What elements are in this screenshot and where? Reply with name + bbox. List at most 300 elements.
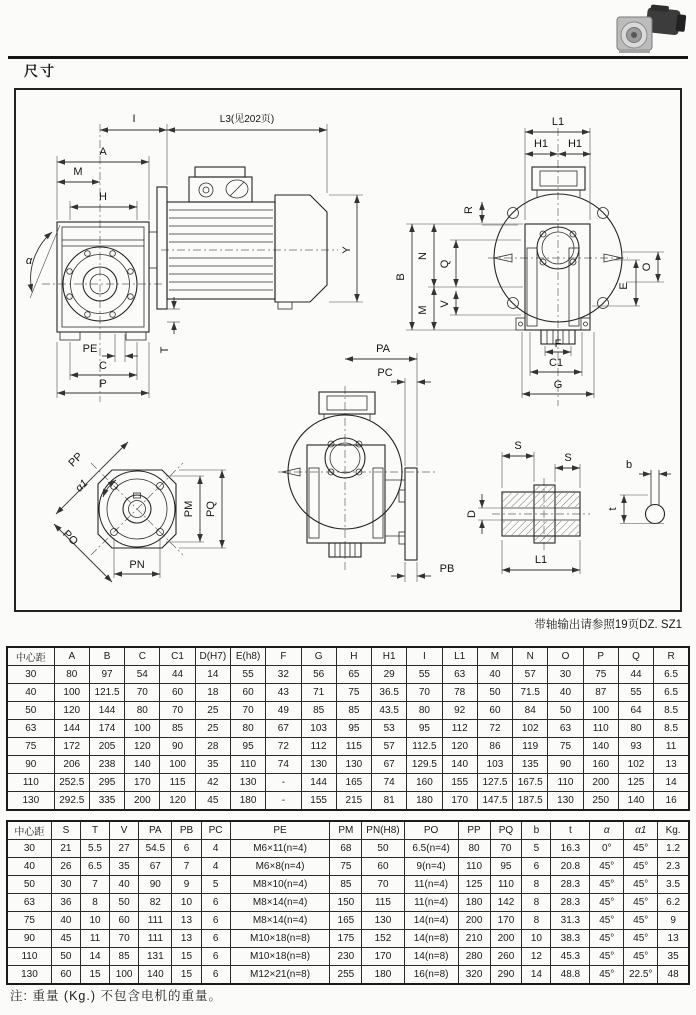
table-cell: 74: [266, 756, 301, 774]
table-cell: 87: [583, 684, 618, 702]
table-cell: 45: [51, 930, 80, 948]
table-cell: 50: [548, 702, 583, 720]
column-header: V: [110, 821, 139, 840]
table-cell: 78: [442, 684, 477, 702]
table-cell: 45°: [624, 894, 658, 912]
dim-label-o: O: [641, 262, 653, 272]
table-cell: 75: [548, 738, 583, 756]
table-cell: 15: [172, 966, 201, 985]
table-cell: 130: [301, 756, 336, 774]
table-cell: 170: [362, 948, 404, 966]
table-cell: 6.5: [80, 858, 109, 876]
table-cell: 45: [195, 792, 230, 811]
dim-label-pc: PC: [377, 367, 393, 379]
table-cell: 80: [54, 666, 89, 684]
table-cell: 135: [513, 756, 548, 774]
table-cell: M8×14(n=4): [230, 894, 330, 912]
table-cell: 40: [7, 684, 54, 702]
table-cell: 320: [458, 966, 490, 985]
table-cell: 15: [80, 966, 109, 985]
table-cell: 112: [301, 738, 336, 756]
table-cell: 100: [54, 684, 89, 702]
table-cell: 250: [583, 792, 618, 811]
table-cell: 187.5: [513, 792, 548, 811]
table-cell: 27: [110, 840, 139, 858]
table-cell: 120: [442, 738, 477, 756]
dim-label-t: T: [159, 346, 171, 354]
table-cell: 32: [266, 666, 301, 684]
table-row: [7, 738, 689, 756]
table-cell: 45.3: [551, 948, 590, 966]
dim-label-a: A: [99, 146, 107, 158]
table-cell: 121.5: [89, 684, 124, 702]
weight-note: 注: 重量 (Kg.) 不包含电机的重量。: [10, 989, 222, 1003]
table-cell: 4: [201, 840, 230, 858]
table-cell: 115: [336, 738, 371, 756]
table-cell: 140: [125, 756, 160, 774]
table-cell: 130: [230, 774, 265, 792]
dim-label-pp: PP: [66, 450, 86, 470]
table-cell: 85: [301, 702, 336, 720]
table-cell: 13: [172, 930, 201, 948]
column-header: S: [51, 821, 80, 840]
column-header: L1: [442, 647, 477, 666]
table-cell: 90: [548, 756, 583, 774]
table-cell: 25: [195, 720, 230, 738]
table-cell: 81: [372, 792, 407, 811]
table-cell: 70: [125, 684, 160, 702]
column-header: P: [583, 647, 618, 666]
table-cell: 28.3: [551, 894, 590, 912]
table-cell: 144: [54, 720, 89, 738]
table-cell: 63: [442, 666, 477, 684]
table-cell: 170: [125, 774, 160, 792]
table-cell: 10: [522, 930, 551, 948]
dim-label-t-key: t: [607, 507, 619, 511]
table-cell: 7: [80, 876, 109, 894]
table-cell: 6: [172, 840, 201, 858]
header-rule: [8, 56, 688, 59]
table-row: [7, 702, 689, 720]
table-cell: 127.5: [477, 774, 512, 792]
table-cell: 200: [125, 792, 160, 811]
dim-label-p: P: [99, 378, 107, 390]
table-cell: 80: [407, 702, 442, 720]
table-cell: 90: [7, 756, 54, 774]
table-cell: 155: [301, 792, 336, 811]
table-cell: 280: [458, 948, 490, 966]
table-cell: 9(n=4): [404, 858, 458, 876]
column-header: α1: [624, 821, 658, 840]
table-cell: M10×18(n=8): [230, 948, 330, 966]
table-cell: M6×8(n=4): [230, 858, 330, 876]
column-header: R: [654, 647, 689, 666]
dim-label-m: M: [73, 166, 83, 178]
table-cell: 11: [654, 738, 689, 756]
table-cell: 80: [458, 840, 490, 858]
table-cell: 142: [490, 894, 522, 912]
table-cell: 110: [548, 774, 583, 792]
table-cell: 45°: [624, 912, 658, 930]
table-cell: 6: [201, 894, 230, 912]
table-cell: 57: [513, 666, 548, 684]
table-cell: M8×14(n=4): [230, 912, 330, 930]
table-cell: 28.3: [551, 876, 590, 894]
column-header: α: [590, 821, 624, 840]
table-cell: 82: [139, 894, 172, 912]
table-cell: 130: [362, 912, 404, 930]
table-cell: 129.5: [407, 756, 442, 774]
table-cell: 115: [160, 774, 195, 792]
table-cell: 85: [160, 720, 195, 738]
table-cell: 50: [477, 684, 512, 702]
table-cell: 8: [522, 912, 551, 930]
table-cell: 6: [201, 912, 230, 930]
column-header: b: [522, 821, 551, 840]
table-cell: 95: [336, 720, 371, 738]
column-header: t: [551, 821, 590, 840]
table-cell: 110: [490, 876, 522, 894]
dim-label-b-key: b: [625, 459, 633, 471]
table-cell: 80: [230, 720, 265, 738]
table-cell: 6.5(n=4): [404, 840, 458, 858]
column-header: PQ: [490, 821, 522, 840]
table-cell: 120: [125, 738, 160, 756]
column-header: F: [266, 647, 301, 666]
table-cell: 5: [201, 876, 230, 894]
dimension-drawing-panel: [14, 88, 682, 612]
table-cell: 97: [89, 666, 124, 684]
table-cell: 74: [372, 774, 407, 792]
table-cell: 67: [372, 756, 407, 774]
table-cell: 1.2: [658, 840, 689, 858]
table-cell: 18: [195, 684, 230, 702]
table-cell: -: [266, 774, 301, 792]
table-cell: 72: [477, 720, 512, 738]
table-cell: 45°: [624, 858, 658, 876]
dim-label-pb: PB: [439, 563, 455, 575]
table-cell: 102: [618, 756, 653, 774]
table-cell: 205: [89, 738, 124, 756]
table-cell: 30: [7, 666, 54, 684]
dim-label-po: PO: [60, 528, 80, 548]
gearbox-photo: [606, 4, 688, 56]
table-cell: 165: [336, 774, 371, 792]
table-cell: 8.5: [654, 702, 689, 720]
dim-label-pm: PM: [183, 500, 195, 518]
table-cell: 170: [490, 912, 522, 930]
front-view: [395, 116, 664, 406]
table-cell: M10×18(n=8): [230, 930, 330, 948]
table-cell: 16.3: [551, 840, 590, 858]
rear-view: [278, 343, 454, 582]
table-row: [7, 666, 689, 684]
dimension-drawing: [16, 90, 680, 610]
table-cell: 40: [548, 684, 583, 702]
table-cell: 55: [618, 684, 653, 702]
dim-label-l1-shaft: L1: [534, 554, 548, 566]
table-cell: 36: [51, 894, 80, 912]
dim-label-r: R: [463, 206, 475, 214]
table-cell: 43.5: [372, 702, 407, 720]
table-cell: 30: [51, 876, 80, 894]
table-cell: 115: [362, 894, 404, 912]
table-cell: M12×21(n=8): [230, 966, 330, 985]
table-cell: 70: [230, 702, 265, 720]
table-cell: 16: [654, 792, 689, 811]
table-cell: 14(n=4): [404, 912, 458, 930]
table-cell: 120: [54, 702, 89, 720]
table-cell: 95: [230, 738, 265, 756]
table-cell: 65: [336, 666, 371, 684]
table-cell: 60: [160, 684, 195, 702]
table-cell: 120: [160, 792, 195, 811]
table-cell: 60: [477, 702, 512, 720]
table-cell: 20.8: [551, 858, 590, 876]
table-cell: 0°: [590, 840, 624, 858]
table-cell: 4: [201, 858, 230, 876]
table-cell: 75: [336, 684, 371, 702]
table-cell: 8: [522, 894, 551, 912]
table-cell: 112.5: [407, 738, 442, 756]
table-cell: 140: [442, 756, 477, 774]
table-cell: 50: [7, 876, 51, 894]
table-cell: 6.5: [654, 666, 689, 684]
column-header: N: [513, 647, 548, 666]
column-header: PC: [201, 821, 230, 840]
table-cell: 130: [548, 792, 583, 811]
dim-label-pa: PA: [376, 343, 390, 355]
table-cell: 215: [336, 792, 371, 811]
table-cell: 14(n=8): [404, 930, 458, 948]
table-cell: 45°: [624, 840, 658, 858]
table-cell: 70: [362, 876, 404, 894]
column-header: B: [89, 647, 124, 666]
column-header: PO: [404, 821, 458, 840]
dim-label-alpha1: α1: [73, 477, 91, 495]
table-cell: 80: [125, 702, 160, 720]
column-header: C: [125, 647, 160, 666]
table-cell: 130: [7, 966, 51, 985]
table-cell: 167.5: [513, 774, 548, 792]
table-cell: 175: [330, 930, 362, 948]
table-cell: 200: [583, 774, 618, 792]
table-cell: 110: [7, 948, 51, 966]
table-cell: 260: [490, 948, 522, 966]
table-cell: 35: [658, 948, 689, 966]
table-cell: 15: [172, 948, 201, 966]
table-cell: 131: [139, 948, 172, 966]
table-cell: 48.8: [551, 966, 590, 985]
table-cell: 70: [490, 840, 522, 858]
dim-label-l3: L3(见202页): [219, 114, 275, 125]
table-cell: 172: [54, 738, 89, 756]
table-cell: 75: [583, 666, 618, 684]
column-header: O: [548, 647, 583, 666]
table-cell: 43: [266, 684, 301, 702]
column-header: H1: [372, 647, 407, 666]
table-cell: 110: [230, 756, 265, 774]
dim-label-pn: PN: [129, 559, 145, 571]
table-cell: 30: [548, 666, 583, 684]
table-cell: 12: [522, 948, 551, 966]
side-view: [26, 113, 363, 402]
table-cell: 180: [458, 894, 490, 912]
table-cell: 26: [51, 858, 80, 876]
table-cell: 335: [89, 792, 124, 811]
dim-label-l1: L1: [551, 116, 565, 128]
table-cell: 8.5: [654, 720, 689, 738]
table-cell: 125: [618, 774, 653, 792]
table-cell: 5.5: [80, 840, 109, 858]
table-cell: 42: [195, 774, 230, 792]
table-cell: 9: [658, 912, 689, 930]
table-row: [7, 876, 689, 894]
column-header: C1: [160, 647, 195, 666]
table-cell: 11(n=4): [404, 876, 458, 894]
table-cell: 45°: [624, 876, 658, 894]
table-cell: 36.5: [372, 684, 407, 702]
table-cell: 55: [230, 666, 265, 684]
table-row: [7, 684, 689, 702]
table-cell: 112: [442, 720, 477, 738]
table-cell: 63: [7, 894, 51, 912]
table-cell: 64: [618, 702, 653, 720]
table-cell: 90: [7, 930, 51, 948]
table-cell: 10: [172, 894, 201, 912]
table-cell: 14: [80, 948, 109, 966]
table-cell: 13: [658, 930, 689, 948]
table-cell: 85: [336, 702, 371, 720]
dim-label-q: Q: [439, 259, 451, 269]
table-cell: -: [266, 792, 301, 811]
table-cell: 14(n=8): [404, 948, 458, 966]
table-cell: 67: [139, 858, 172, 876]
column-header: G: [301, 647, 336, 666]
table-cell: 6.2: [658, 894, 689, 912]
table-cell: 144: [301, 774, 336, 792]
table-row: [7, 774, 689, 792]
table-cell: 50: [110, 894, 139, 912]
table-cell: 14: [195, 666, 230, 684]
table-cell: 140: [583, 738, 618, 756]
table-cell: 35: [110, 858, 139, 876]
table-cell: 100: [125, 720, 160, 738]
table-cell: 75: [7, 738, 54, 756]
table-cell: 90: [160, 738, 195, 756]
column-header: PB: [172, 821, 201, 840]
table-cell: 40: [477, 666, 512, 684]
table-cell: 160: [407, 774, 442, 792]
table-cell: 292.5: [54, 792, 89, 811]
table-row: [7, 966, 689, 985]
table-cell: 28: [195, 738, 230, 756]
table-cell: 100: [110, 966, 139, 985]
table-cell: 95: [407, 720, 442, 738]
column-header: PE: [230, 821, 330, 840]
table-cell: 8: [522, 876, 551, 894]
table-header-row: [7, 647, 689, 666]
table-cell: 71.5: [513, 684, 548, 702]
table-cell: 60: [110, 912, 139, 930]
table-cell: 22.5°: [624, 966, 658, 985]
table-cell: 44: [160, 666, 195, 684]
table-cell: 25: [195, 702, 230, 720]
table-cell: 60: [362, 858, 404, 876]
table-row: [7, 894, 689, 912]
table-cell: 63: [7, 720, 54, 738]
table-cell: 103: [301, 720, 336, 738]
column-header: PM: [330, 821, 362, 840]
dim-label-g: G: [553, 379, 563, 391]
column-header: PN(H8): [362, 821, 404, 840]
table-cell: 84: [513, 702, 548, 720]
table-cell: 45°: [590, 912, 624, 930]
table-cell: 45°: [590, 894, 624, 912]
table-cell: 14: [654, 774, 689, 792]
table-cell: 180: [362, 966, 404, 985]
dim-label-alpha: α: [25, 255, 33, 267]
table-cell: 6: [201, 930, 230, 948]
table-cell: 45°: [590, 948, 624, 966]
table-cell: 29: [372, 666, 407, 684]
table-cell: 140: [139, 966, 172, 985]
table-cell: 11: [80, 930, 109, 948]
table-cell: 54: [125, 666, 160, 684]
table-cell: 67: [266, 720, 301, 738]
shaft-output-note: 带轴输出请参照19页DZ. SZ1: [534, 619, 682, 631]
table-row: [7, 858, 689, 876]
table-cell: 70: [160, 702, 195, 720]
dim-label-h1-left: H1: [533, 138, 549, 150]
table-cell: 57: [372, 738, 407, 756]
table-cell: 255: [330, 966, 362, 985]
table-cell: 295: [89, 774, 124, 792]
table-cell: 8: [80, 894, 109, 912]
table-cell: 21: [51, 840, 80, 858]
table-cell: 11(n=4): [404, 894, 458, 912]
table-cell: 7: [172, 858, 201, 876]
table-cell: 110: [458, 858, 490, 876]
dim-label-d: D: [466, 510, 478, 518]
dim-label-s1: S: [514, 440, 522, 452]
table-cell: 45°: [590, 966, 624, 985]
column-header: T: [80, 821, 109, 840]
table-cell: 95: [490, 858, 522, 876]
table-cell: 45°: [590, 858, 624, 876]
dim-label-c1: C1: [548, 357, 564, 369]
table-cell: 13: [172, 912, 201, 930]
table-cell: 85: [330, 876, 362, 894]
dim-label-pq: PQ: [205, 501, 217, 517]
table-cell: 200: [458, 912, 490, 930]
table-cell: 155: [442, 774, 477, 792]
table-cell: 50: [51, 948, 80, 966]
table-cell: 70: [407, 684, 442, 702]
table-cell: 16(n=8): [404, 966, 458, 985]
dimension-table-main: [6, 646, 690, 811]
table-cell: 238: [89, 756, 124, 774]
table-cell: 102: [513, 720, 548, 738]
table-cell: 200: [490, 930, 522, 948]
column-header: E(h8): [230, 647, 265, 666]
dim-label-v: V: [439, 300, 451, 308]
column-header: A: [54, 647, 89, 666]
table-cell: 206: [54, 756, 89, 774]
column-header: PA: [139, 821, 172, 840]
table-cell: 38.3: [551, 930, 590, 948]
table-cell: 63: [548, 720, 583, 738]
